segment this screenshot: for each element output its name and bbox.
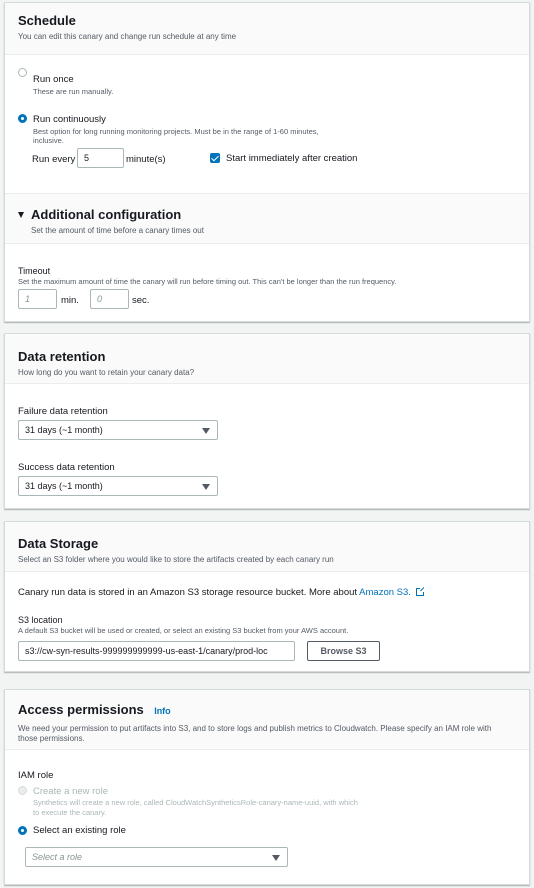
access-permissions-title: Access permissions (18, 702, 144, 717)
timeout-minutes-input[interactable]: 1 (18, 289, 57, 309)
run-once-radio[interactable] (18, 68, 27, 77)
storage-info-body: Canary run data is stored in an Amazon S3 storage resource bucket. More about (18, 587, 358, 598)
access-permissions-description-2: those permissions. (18, 734, 85, 743)
failure-retention-select[interactable] (18, 420, 218, 440)
success-retention-value: 31 days (~1 month) (25, 481, 103, 491)
timeout-seconds-input[interactable]: 0 (90, 289, 129, 309)
caret-down-icon[interactable] (18, 212, 24, 218)
s3-location-input[interactable]: s3://cw-syn-results-999999999999-us-east-1/canary/prod-loc (18, 641, 295, 661)
chevron-down-icon (272, 855, 280, 861)
seconds-unit: sec. (132, 295, 150, 306)
success-retention-label: Success data retention (18, 462, 115, 473)
data-storage-header (5, 522, 529, 572)
create-role-desc: Synthetics will create a new role, called CloudWatchSyntheticsRole-canary-name-uuid, with which (33, 798, 358, 807)
access-permissions-panel (4, 689, 530, 885)
chevron-down-icon (202, 428, 210, 434)
external-link-icon[interactable] (416, 588, 424, 596)
run-once-desc: These are run manually. (33, 87, 114, 96)
run-continuously-desc-2: inclusive. (33, 136, 64, 145)
select-existing-role-label[interactable]: Select an existing role (33, 825, 126, 836)
failure-retention-label: Failure data retention (18, 406, 108, 417)
browse-s3-button[interactable]: Browse S3 (307, 641, 380, 661)
schedule-header (5, 3, 529, 55)
additional-config-title[interactable]: Additional configuration (31, 207, 182, 222)
additional-config-header (5, 194, 529, 244)
run-once-label[interactable]: Run once (33, 74, 74, 85)
data-retention-description: How long do you want to retain your canary data? (18, 368, 195, 377)
access-permissions-header (5, 690, 529, 750)
access-permissions-title-row (18, 701, 516, 719)
minutes-label: minute(s) (126, 154, 166, 165)
create-role-radio[interactable] (18, 786, 27, 795)
schedule-description: You can edit this canary and change run schedule at any time (18, 32, 237, 41)
run-continuously-radio[interactable] (18, 114, 27, 123)
data-retention-title: Data retention (18, 349, 106, 364)
timeout-desc: Set the maximum amount of time the canary will run before timing out. This can't be longer than the run frequency. (18, 277, 397, 286)
amazon-s3-link[interactable]: Amazon S3. (359, 587, 411, 598)
schedule-panel (4, 2, 530, 322)
create-role-label[interactable]: Create a new role (33, 786, 108, 797)
run-every-input[interactable]: 5 (77, 148, 124, 168)
start-immediately-checkbox[interactable] (210, 153, 220, 163)
select-existing-role-radio[interactable] (18, 826, 27, 835)
access-permissions-description: We need your permission to put artifacts into S3, and to store logs and publish metrics to Cloudwatch. Please specify an IAM role with (18, 724, 492, 733)
s3-location-desc: A default S3 bucket will be used or created, or select an existing S3 bucket from your AWS account. (18, 626, 349, 635)
schedule-title: Schedule (18, 13, 76, 28)
s3-location-label: S3 location (18, 615, 63, 625)
create-role-desc-2: to execute the canary. (33, 808, 107, 817)
run-continuously-desc: Best option for long running monitoring projects. Must be in the range of 1-60 minutes, (33, 127, 319, 136)
storage-info-text (18, 587, 424, 598)
select-role-placeholder: Select a role (32, 852, 83, 862)
data-storage-description: Select an S3 folder where you would like to store the artifacts created by each canary run (18, 555, 334, 564)
info-link[interactable]: Info (154, 706, 171, 716)
run-continuously-label[interactable]: Run continuously (33, 114, 106, 125)
iam-role-label: IAM role (18, 770, 54, 781)
run-every-label: Run every (32, 154, 76, 165)
select-role-dropdown[interactable] (25, 847, 288, 867)
chevron-down-icon (202, 484, 210, 490)
minutes-unit: min. (61, 295, 79, 306)
timeout-label: Timeout (18, 266, 51, 276)
failure-retention-value: 31 days (~1 month) (25, 425, 103, 435)
success-retention-select[interactable] (18, 476, 218, 496)
start-immediately-label[interactable]: Start immediately after creation (226, 153, 358, 164)
data-retention-header (5, 334, 529, 384)
data-retention-panel (4, 333, 530, 509)
additional-config-description: Set the amount of time before a canary times out (31, 226, 204, 235)
data-storage-title: Data Storage (18, 536, 99, 551)
data-storage-panel (4, 521, 530, 672)
